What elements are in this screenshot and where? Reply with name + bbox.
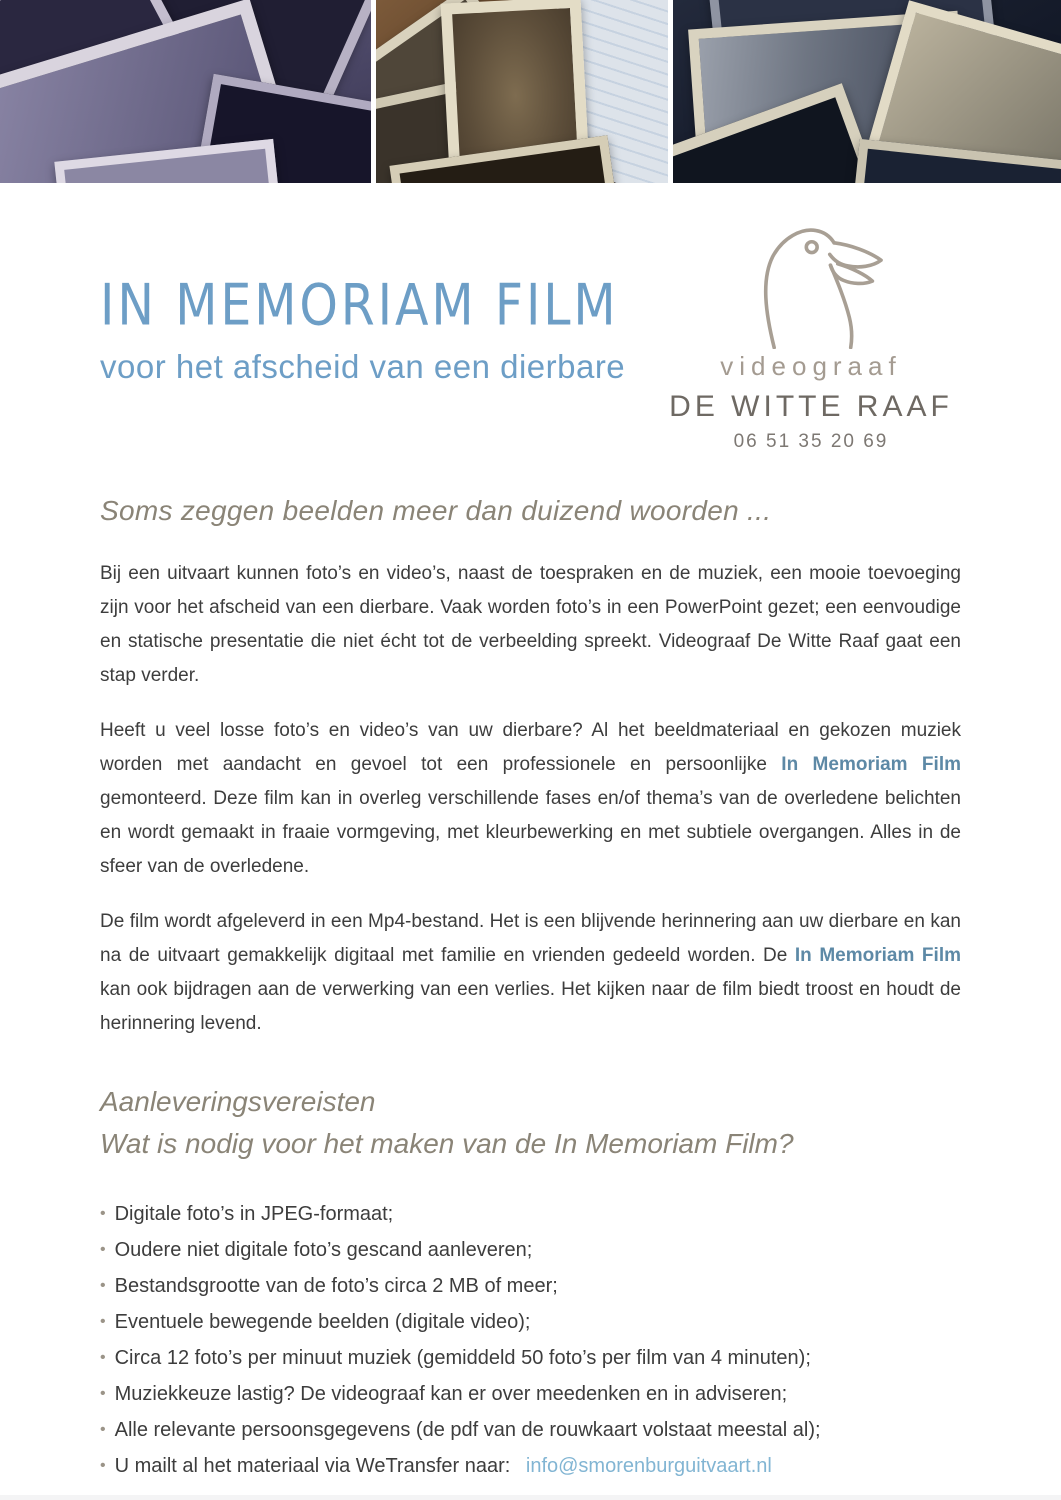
list-item	[100, 1197, 961, 1233]
list-item-text: Oudere niet digitale foto’s gescand aanleveren;	[114, 1239, 533, 1261]
header	[0, 211, 1061, 453]
highlight-in-memoriam-film: In Memoriam Film	[794, 945, 961, 966]
bullet-dot-icon: •	[100, 1241, 106, 1258]
list-item-text: Alle relevante persoonsgegevens (de pdf van de rouwkaart volstaat meestal al);	[114, 1419, 821, 1441]
mail-instruction-text: U mailt al het materiaal via WeTransfer naar:	[114, 1455, 516, 1477]
list-item-mail	[100, 1449, 961, 1485]
email-link[interactable]: info@smorenburguitvaart.nl	[525, 1455, 772, 1477]
paragraph-delivery	[100, 905, 961, 1041]
logo	[661, 211, 961, 453]
bullet-dot-icon: •	[100, 1313, 106, 1330]
list-item-text: Digitale foto’s in JPEG-formaat;	[114, 1203, 394, 1225]
bullet-dot-icon: •	[100, 1205, 106, 1222]
bullet-dot-icon: •	[100, 1385, 106, 1402]
bullet-dot-icon: •	[100, 1421, 106, 1438]
raven-outline-icon	[661, 219, 961, 349]
list-item	[100, 1341, 961, 1377]
paragraph-text: gemonteerd. Deze film kan in overleg verschillende fases en/of thema’s van de overledene belichten en wordt gemaakt in fraaie vormgeving, met kleurbewerking en met subtiele overgangen. Alles in de sfeer van de overledene.	[100, 788, 961, 877]
list-item	[100, 1377, 961, 1413]
bullet-dot-icon: •	[100, 1277, 106, 1294]
photo-collage-banner	[0, 0, 1061, 183]
bullet-dot-icon: •	[100, 1457, 106, 1474]
list-item	[100, 1269, 961, 1305]
paragraph-intro: Bij een uitvaart kunnen foto’s en video’s, naast de toespraken en de muziek, een mooie toevoeging zijn voor het afscheid van een dierbare. Vaak worden foto’s in een PowerPoint gezet; een eenvoudige en statische presentatie die niet écht tot de verbeelding spreekt. Videograaf De Witte Raaf gaat een stap verder.	[100, 563, 961, 686]
paragraph-text: Heeft u veel losse foto’s en video’s van uw dierbare? Al het beeldmateriaal en gekozen muziek worden met aandacht en gevoel tot een professionele en persoonlijke	[100, 720, 961, 775]
section-heading-requirements	[100, 1081, 961, 1165]
list-item	[100, 1413, 961, 1449]
bullet-dot-icon: •	[100, 1349, 106, 1366]
title-block	[100, 211, 640, 453]
logo-phone-number: 06 51 35 20 69	[733, 431, 889, 452]
banner-photo-collage-left	[0, 0, 371, 183]
list-item-text: Eventuele bewegende beelden (digitale video);	[114, 1311, 531, 1333]
content	[0, 495, 1061, 1485]
list-item-text: Muziekkeuze lastig? De videograaf kan er over meedenken en in adviseren;	[114, 1383, 788, 1405]
tagline: Soms zeggen beelden meer dan duizend woorden ...	[100, 495, 772, 526]
highlight-in-memoriam-film: In Memoriam Film	[781, 754, 961, 775]
page-title: IN MEMORIAM FILM	[100, 273, 619, 340]
list-item-text: Bestandsgrootte van de foto’s circa 2 MB of meer;	[114, 1275, 558, 1297]
list-item	[100, 1233, 961, 1269]
bottom-edge-strip	[0, 1495, 1061, 1500]
page-subtitle: voor het afscheid van een dierbare	[100, 348, 626, 385]
paragraph-film-description	[100, 714, 961, 884]
list-item	[100, 1305, 961, 1341]
banner-photo-collage-right	[673, 0, 1061, 183]
list-item-text: Circa 12 foto’s per minuut muziek (gemiddeld 50 foto’s per film van 4 minuten);	[114, 1347, 811, 1369]
paragraph-text: De film wordt afgeleverd in een Mp4-bestand. Het is een blijvende herinnering aan uw dierbare en kan na de uitvaart gemakkelijk digitaal met familie en vrienden gedeeld worden. De	[100, 911, 961, 966]
section-heading-line2: Wat is nodig voor het maken van de In Memoriam Film?	[100, 1128, 794, 1159]
paragraph-text: kan ook bijdragen aan de verwerking van een verlies. Het kijken naar de film biedt troost en houdt de herinnering levend.	[100, 979, 961, 1034]
requirements-list	[100, 1197, 961, 1485]
logo-label: videograaf	[720, 351, 902, 381]
logo-brand-name: DE WITTE RAAF	[669, 390, 953, 423]
section-heading-line1: Aanleveringsvereisten	[100, 1086, 376, 1117]
banner-photo-collage-middle	[376, 0, 668, 183]
